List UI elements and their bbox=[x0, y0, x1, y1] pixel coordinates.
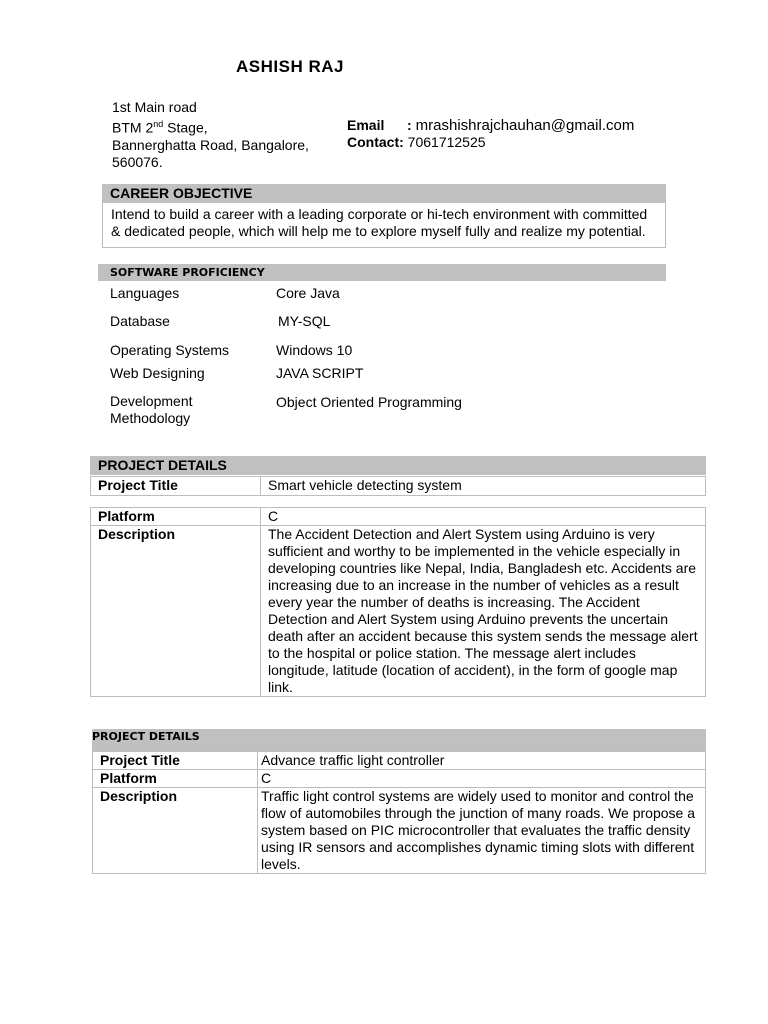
project-2-title-value: Advance traffic light controller bbox=[258, 752, 706, 770]
address-line-2 bbox=[112, 116, 332, 137]
address-line-4: 560076. bbox=[112, 153, 163, 170]
email-value[interactable]: mrashishrajchauhan@gmail.com bbox=[415, 117, 635, 134]
project-1-title-label: Project Title bbox=[91, 477, 261, 496]
project-1-title-value: Smart vehicle detecting system bbox=[261, 477, 706, 496]
project-2-title-label: Project Title bbox=[93, 752, 258, 770]
software-label-methodology: Development Methodology bbox=[110, 393, 193, 426]
address-line-2-suffix: Stage, bbox=[163, 119, 208, 136]
email-row bbox=[347, 117, 634, 134]
project-2-heading: PROJECT DETAILS bbox=[92, 729, 706, 751]
software-label-languages: Languages bbox=[110, 285, 180, 301]
project-1-platform-label: Platform bbox=[91, 508, 261, 526]
project-1-description-value: The Accident Detection and Alert System using Arduino is very sufficient and worthy to be implemented in the vehicle especially in developing countries like Nepal, India, Bangladesh etc. Accidents are increasing due to an increase in the number of vehicles as a result every year the number of deaths is increasing. The Accident Detection and Alert System using Arduino prevents the uncertain death after an accident because this system sends the message alert to the hospital or police station. The message alert includes longitude, latitude (location of accident), in the form of google map link. bbox=[261, 526, 706, 697]
candidate-name: ASHISH RAJ bbox=[236, 57, 344, 76]
address-line-1: 1st Main road bbox=[112, 99, 197, 115]
phone-row bbox=[347, 134, 634, 151]
career-objective-heading: CAREER OBJECTIVE bbox=[102, 184, 666, 203]
project-1-platform-value: C bbox=[261, 508, 706, 526]
address-line-2-text: BTM 2 bbox=[112, 119, 154, 136]
software-proficiency-heading: SOFTWARE PROFICIENCY bbox=[98, 264, 666, 281]
software-value-languages: Core Java bbox=[276, 285, 340, 301]
software-value-database: MY-SQL bbox=[278, 313, 331, 329]
project-2-description-label: Description bbox=[93, 788, 258, 874]
project-1-heading: PROJECT DETAILS bbox=[90, 456, 706, 475]
software-label-web: Web Designing bbox=[110, 365, 205, 381]
email-separator: : bbox=[407, 117, 412, 133]
career-line-2: & dedicated people, which will help me to explore myself fully and realize my potential. bbox=[111, 223, 646, 239]
address-superscript: nd bbox=[153, 119, 164, 129]
address-block bbox=[112, 99, 332, 171]
table-row bbox=[91, 477, 706, 496]
project-1-details-table bbox=[90, 507, 706, 697]
career-objective-text bbox=[102, 203, 666, 248]
software-value-os: Windows 10 bbox=[276, 342, 353, 358]
software-value-web: JAVA SCRIPT bbox=[276, 365, 364, 381]
career-line-1: Intend to build a career with a leading corporate or hi-tech environment with committed bbox=[111, 206, 648, 222]
contact-block bbox=[347, 117, 634, 151]
address-line-3: Bannerghatta Road, Bangalore, bbox=[112, 136, 309, 153]
table-row bbox=[93, 770, 706, 788]
software-label-os: Operating Systems bbox=[110, 342, 230, 358]
phone-label: Contact: bbox=[347, 134, 404, 150]
phone-value: 7061712525 bbox=[407, 134, 486, 150]
project-2-platform-label: Platform bbox=[93, 770, 258, 788]
software-label-database: Database bbox=[110, 313, 170, 329]
email-label: Email bbox=[347, 117, 385, 133]
software-value-methodology: Object Oriented Programming bbox=[276, 394, 462, 410]
project-1-description-label: Description bbox=[91, 526, 261, 697]
table-row bbox=[93, 788, 706, 874]
project-2-platform-value: C bbox=[258, 770, 706, 788]
project-1-title-table bbox=[90, 476, 706, 496]
project-2-description-value: Traffic light control systems are widely used to monitor and control the flow of automobiles through the junction of many roads. We propose a system based on PIC microcontroller that evaluates the traffic density using IR sensors and accomplishes dynamic timing slots with different levels. bbox=[258, 788, 706, 874]
table-row bbox=[91, 526, 706, 697]
table-row bbox=[93, 752, 706, 770]
table-row bbox=[91, 508, 706, 526]
project-2-table bbox=[92, 751, 706, 874]
